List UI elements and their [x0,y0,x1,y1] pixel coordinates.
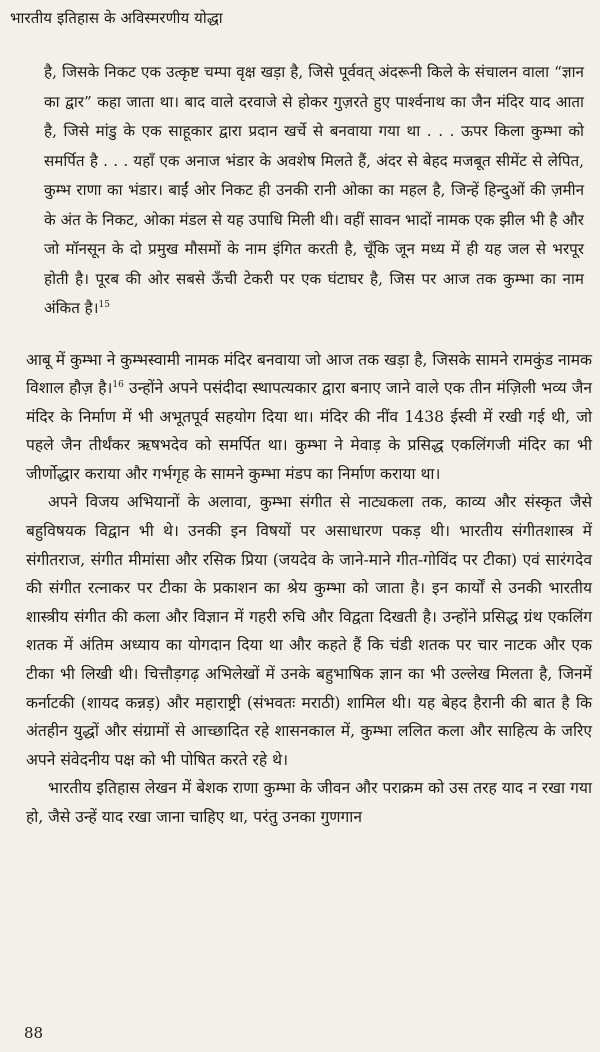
page-number: 88 [24,1024,44,1042]
running-head: भारतीय इतिहास के अविस्मरणीय योद्धा [10,9,223,27]
paragraph-historiography [26,774,592,831]
paragraph-abu-temples [26,346,592,489]
quote-text: है, जिसके निकट एक उत्कृष्ट चम्पा वृक्ष खड़ा है, जिसे पूर्ववत् अंदरूनी किले के संचालन वाला “ज्ञान का द्वार” कहा जाता था। बाद वाले दरवाजे से होकर गुज़रते हुए पार्श्वनाथ का जैन मंदिर याद आता है, जिसे मांडु के एक साहूकार द्वारा प्रदान खर्चे से बनवाया गया था . . . ऊपर किला कुम्भा को समर्पित है . . . यहाँ एक अनाज भंडार के अवशेष मिलते हैं, अंदर से बेहद मजबूत सीमेंट से लेपित, कुम्भ राणा का भंडार। बाईं ओर निकट ही उनकी रानी ओका का महल है, जिन्हें हिन्दुओं की ज़मीन के अंत के निकट, ओका मंडल से यह उपाधि मिली थी। वहीं सावन भादों नामक एक झील भी है और जो मॉनसून के दो प्रमुख मौसमों के नाम इंगित करती है, चूँकि जून मध्य में ही यह जल से भरपूर होती है। पूरब की ओर सबसे ऊँची टेकरी पर एक घंटाघर है, जिस पर आज तक कुम्भा का नाम अंकित है। [44,63,584,317]
paragraph-music-scholarship [26,488,592,774]
body-text [26,58,592,832]
paragraph-text: अपने विजय अभियानों के अलावा, कुम्भा संगीत से नाट्यकला तक, काव्य और संस्कृत जैसे बहुविषयक विद्वान भी थे। उनकी इन विषयों पर असाधारण पकड़ थी। भारतीय संगीतशास्त्र में संगीतराज, संगीत मीमांसा और रसिक प्रिया (जयदेव के जाने-माने गीत-गोविंद पर टीका) एवं सारंगदेव की संगीत रत्नाकर पर टीका के प्रकाशन का श्रेय कुम्भा को जाता है। इन कार्यों से उनकी भारतीय शास्त्रीय संगीत की कला और विज्ञान में गहरी रुचि और विद्वता दिखती है। उन्होंने प्रसिद्ध ग्रंथ एकलिंग शतक में अंतिम अध्याय का योगदान दिया था और कहते हैं कि चंडी शतक पर चार नाटक और एक टीका भी लिखी थी। चित्तौड़गढ़ अभिलेखों में उनके बहुभाषिक ज्ञान का भी उल्लेख मिलता है, जिनमें कर्नाटकी (शायद कन्नड़) और महाराष्ट्री (संभवतः मराठी) शामिल थी। यह बेहद हैरानी की बात है कि अंतहीन युद्धों और संग्रामों से आच्छादित रहे शासनकाल में, कुम्भा ललित कला और साहित्य के जरिए अपने संवेदनीय पक्ष को भी पोषित करते रहे थे। [26,493,592,769]
paragraph-text: भारतीय इतिहास लेखन में बेशक राणा कुम्भा के जीवन और पराक्रम को उस तरह याद न रखा गया हो, जैसे उन्हें याद रखा जाना चाहिए था, परंतु उनका गुणगान [26,779,592,826]
spacer [26,324,592,346]
paragraph-text: आबू में कुम्भा ने कुम्भस्वामी नामक मंदिर बनवाया जो आज तक खड़ा है, जिसके सामने रामकुंड नामक विशाल हौज़ है। [26,350,593,398]
footnote-marker-15: 15 [98,300,110,310]
block-quote [26,58,592,324]
footnote-marker-16: 16 [112,380,124,391]
paragraph-text: उन्होंने अपने पसंदीदा स्थापत्यकार द्वारा बनाए जाने वाले एक तीन मंज़िली भव्य जैन मंदिर के निर्माण में भी अभूतपूर्व सहयोग दिया था। मंदिर की नींव 1438 ईस्वी में रखी गई थी, जो पहले जैन तीर्थंकर ऋषभदेव को समर्पित था। कुम्भा ने मेवाड़ के प्रसिद्ध एकलिंगजी मंदिर का भी जीर्णोद्धार कराया और गर्भगृह के सामने कुम्भा मंडप का निर्माण कराया था। [26,379,592,483]
